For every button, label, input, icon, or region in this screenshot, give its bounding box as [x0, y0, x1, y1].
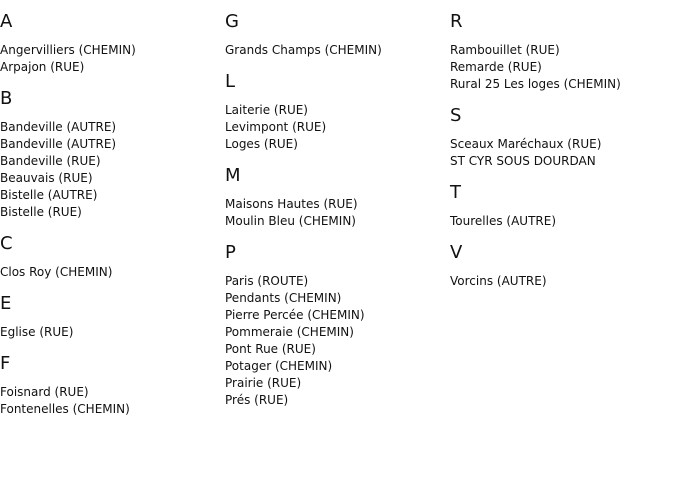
street-list — [0, 119, 220, 221]
street-link[interactable]: Potager (CHEMIN) — [225, 359, 333, 373]
street-link[interactable]: Prés (RUE) — [225, 393, 289, 407]
street-link[interactable]: Eglise (RUE) — [0, 325, 74, 339]
street-link[interactable]: Foisnard (RUE) — [0, 385, 89, 399]
street-link[interactable]: Bandeville (AUTRE) — [0, 120, 117, 134]
street-link[interactable]: Rural 25 Les loges (CHEMIN) — [450, 77, 621, 91]
letter-group-p — [225, 241, 445, 409]
street-list — [450, 42, 670, 93]
street-link[interactable]: Rambouillet (RUE) — [450, 43, 560, 57]
street-list — [0, 324, 220, 341]
street-link[interactable]: Prairie (RUE) — [225, 376, 302, 390]
street-link[interactable]: Sceaux Maréchaux (RUE) — [450, 137, 602, 151]
street-link[interactable]: Tourelles (AUTRE) — [450, 214, 557, 228]
letter-group-t — [450, 181, 670, 230]
letter-heading: M — [225, 165, 241, 186]
letter-group-r — [450, 10, 670, 93]
letter-heading: T — [450, 182, 461, 203]
letter-heading: E — [0, 293, 12, 314]
street-link[interactable]: Bandeville (RUE) — [0, 154, 101, 168]
street-link[interactable]: Loges (RUE) — [225, 137, 298, 151]
street-link[interactable]: Remarde (RUE) — [450, 60, 542, 74]
street-link[interactable]: Moulin Bleu (CHEMIN) — [225, 214, 356, 228]
letter-group-a — [0, 10, 220, 76]
letter-group-c — [0, 232, 220, 281]
letter-group-e — [0, 292, 220, 341]
street-link[interactable]: Bistelle (RUE) — [0, 205, 82, 219]
index-column — [0, 10, 220, 429]
index-column — [225, 10, 445, 420]
street-link[interactable]: Levimpont (RUE) — [225, 120, 327, 134]
index-column — [450, 10, 670, 301]
street-link[interactable]: Angervilliers (CHEMIN) — [0, 43, 136, 57]
street-link[interactable]: Clos Roy (CHEMIN) — [0, 265, 113, 279]
letter-heading: F — [0, 353, 11, 374]
street-list — [225, 196, 445, 230]
street-link[interactable]: Grands Champs (CHEMIN) — [225, 43, 382, 57]
letter-group-b — [0, 87, 220, 221]
letter-heading: V — [450, 242, 463, 263]
letter-heading: R — [450, 11, 463, 32]
letter-heading: A — [0, 11, 13, 32]
street-list — [0, 384, 220, 418]
letter-group-v — [450, 241, 670, 290]
street-list — [450, 213, 670, 230]
street-link[interactable]: Maisons Hautes (RUE) — [225, 197, 358, 211]
street-link[interactable]: Pendants (CHEMIN) — [225, 291, 342, 305]
street-list — [450, 273, 670, 290]
letter-group-g — [225, 10, 445, 59]
street-link[interactable]: Paris (ROUTE) — [225, 274, 309, 288]
letter-group-s — [450, 104, 670, 170]
street-link[interactable]: Pont Rue (RUE) — [225, 342, 316, 356]
street-link[interactable]: Arpajon (RUE) — [0, 60, 85, 74]
street-list — [0, 42, 220, 76]
street-link[interactable]: Bistelle (AUTRE) — [0, 188, 98, 202]
letter-heading: G — [225, 11, 239, 32]
letter-group-m — [225, 164, 445, 230]
street-link[interactable]: Beauvais (RUE) — [0, 171, 93, 185]
letter-heading: C — [0, 233, 13, 254]
street-link[interactable]: Laiterie (RUE) — [225, 103, 308, 117]
letter-group-l — [225, 70, 445, 153]
street-list — [225, 273, 445, 409]
street-link[interactable]: Vorcins (AUTRE) — [450, 274, 547, 288]
street-list — [0, 264, 220, 281]
street-link[interactable]: Bandeville (AUTRE) — [0, 137, 117, 151]
letter-heading: S — [450, 105, 462, 126]
street-list — [450, 136, 670, 170]
street-link[interactable]: Fontenelles (CHEMIN) — [0, 402, 130, 416]
street-link[interactable]: Pommeraie (CHEMIN) — [225, 325, 354, 339]
street-link[interactable]: ST CYR SOUS DOURDAN — [450, 154, 596, 168]
street-list — [225, 102, 445, 153]
street-link[interactable]: Pierre Percée (CHEMIN) — [225, 308, 365, 322]
letter-group-f — [0, 352, 220, 418]
letter-heading: P — [225, 242, 236, 263]
letter-heading: B — [0, 88, 13, 109]
street-list — [225, 42, 445, 59]
letter-heading: L — [225, 71, 236, 92]
